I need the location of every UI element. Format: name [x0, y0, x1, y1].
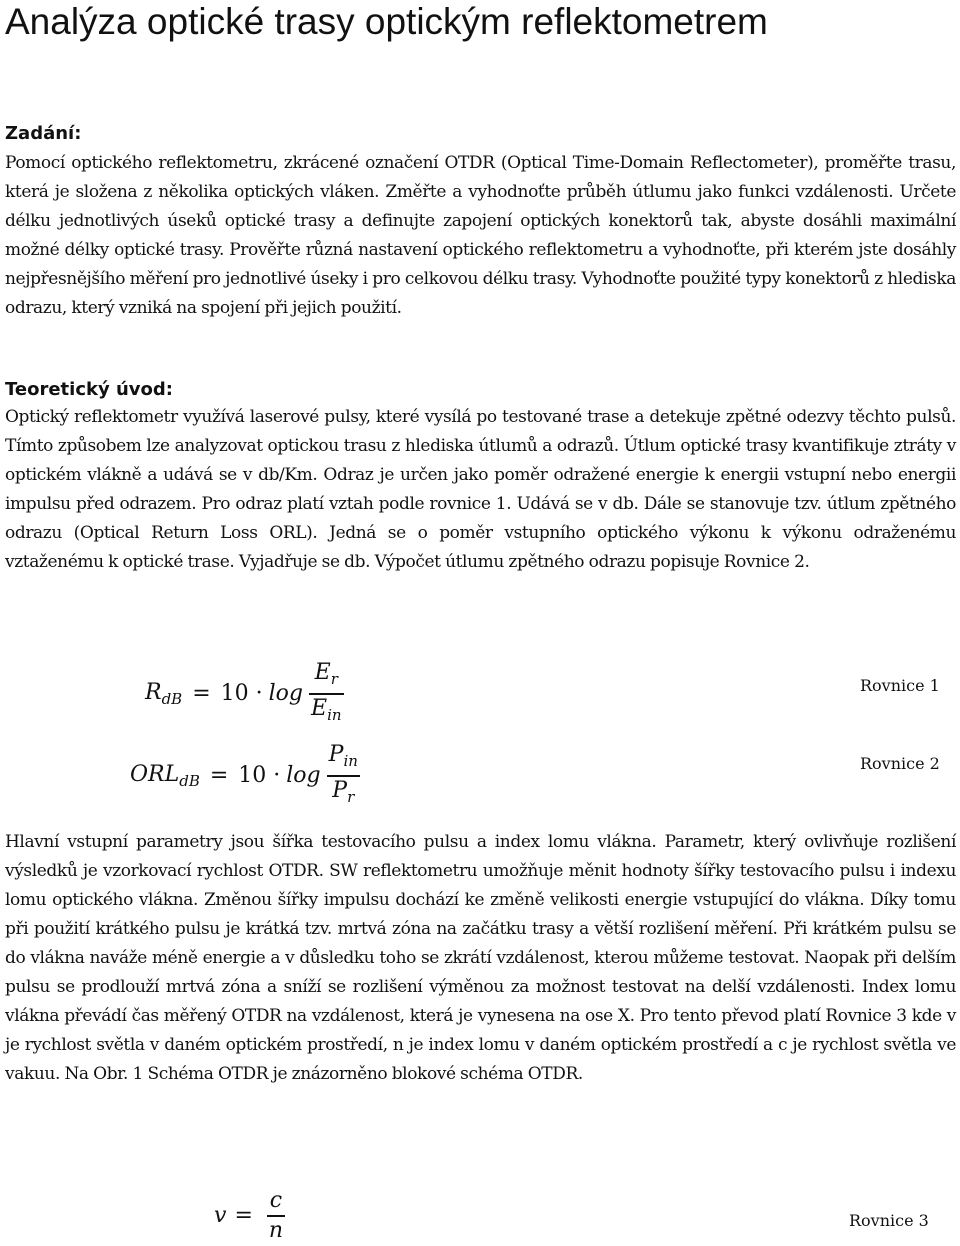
equation-3-lhs: v: [214, 1203, 227, 1229]
equation-1-lhs: $R_{dB}$: [145, 679, 183, 708]
assignment-paragraph: Pomocí optického reflektometru, zkrácené označení OTDR (Optical Time-Domain Reflectometer), proměřte trasu, která je složena z několika optických vláken. Změřte a vyhodnoťte průběh útlumu jako funkci vzdálenosti. Určete délku jednotlivých úseků optické trasy a definujte zapojení optických konektorů tak, abyste dosáhli maximální možné délky optické trasy. Prověřte různá nastavení optického reflektometru a vyhodnoťte, při kterém jste dosáhly nejpřesnějšího měření pro jednotlivé úseky i pro celkovou délku trasy. Vyhodnoťte použité typy konektorů z hlediska odrazu, který vzniká na spojení při jejich použití.: [5, 153, 956, 318]
equation-3-label: Rovnice 3: [849, 1211, 929, 1230]
page-title: Analýza optické trasy optickým reflektometrem: [5, 1, 768, 42]
equation-2-lhs: $ORL_{dB}$: [130, 761, 200, 790]
equation-3: v = $\frac{c}{n}$: [214, 1188, 284, 1243]
theory-heading: Teoretický úvod:: [5, 379, 173, 400]
equation-3-fraction: $\frac{c}{n}$: [268, 1188, 284, 1243]
assignment-heading: Zadání:: [5, 123, 82, 144]
equation-2-label: Rovnice 2: [860, 754, 940, 773]
equation-2-fraction: $\frac{P_{in}}{P_r}$: [328, 742, 358, 806]
equation-1-fraction: $\frac{E_r}{E_{in}}$: [311, 660, 342, 724]
theory-paragraph-2: Hlavní vstupní parametry jsou šířka testovacího pulsu a index lomu vlákna. Parametr, který ovlivňuje rozlišení výsledků je vzorkovací rychlost OTDR. SW reflektometru umožňuje měnit hodnoty šířky testovacího pulsu i indexu lomu optického vlákna. Změnou šířky impulsu dochází ke změně velikosti energie vstupující do vlákna. Díky tomu při použití krátkého pulsu je krátká tzv. mrtvá zóna na začátku trasy a větší rozlišení měření. Při krátkém pulsu se do vlákna naváže méně energie a v důsledku toho se zkrátí vzdálenost, kterou můžeme testovat. Naopak při delším pulsu se prodlouží mrtvá zóna a sníží se rozlišení výměnou za možnost testovat na delší vzdálenosti. Index lomu vlákna převádí čas měřený OTDR na vzdálenost, která je vynesena na ose X. Pro tento převod platí Rovnice 3 kde v je rychlost světla v daném optickém prostředí, n je index lomu v daném optickém prostředí a c je rychlost světla ve vakuu. Na Obr. 1 Schéma OTDR je znázorněno blokové schéma OTDR.: [5, 832, 956, 1084]
theory-paragraph-1: Optický reflektometr využívá laserové pulsy, které vysílá po testované trase a detekuje zpětné odezvy těchto pulsů. Tímto způsobem lze analyzovat optickou trasu z hlediska útlumů a odrazů. Útlum optické trasy kvantifikuje ztráty v optickém vlákně a udává se v db/Km. Odraz je určen jako poměr odražené energie k energii vstupní nebo energii impulsu před odrazem. Pro odraz platí vztah podle rovnice 1. Udává se v db. Dále se stanovuje tzv. útlum zpětného odrazu (Optical Return Loss ORL). Jedná se o poměr vstupního optického výkonu k výkonu odraženému vztaženému k optické trase. Vyjadřuje se db. Výpočet útlumu zpětného odrazu popisuje Rovnice 2.: [5, 407, 956, 572]
equation-1: $R_{dB}$ = 10 · log $\frac{E_r}{E_{in}}$: [145, 660, 344, 728]
equation-1-label: Rovnice 1: [860, 676, 940, 695]
equation-2: $ORL_{dB}$ = 10 · log $\frac{P_{in}}{P_r}$: [130, 742, 360, 810]
